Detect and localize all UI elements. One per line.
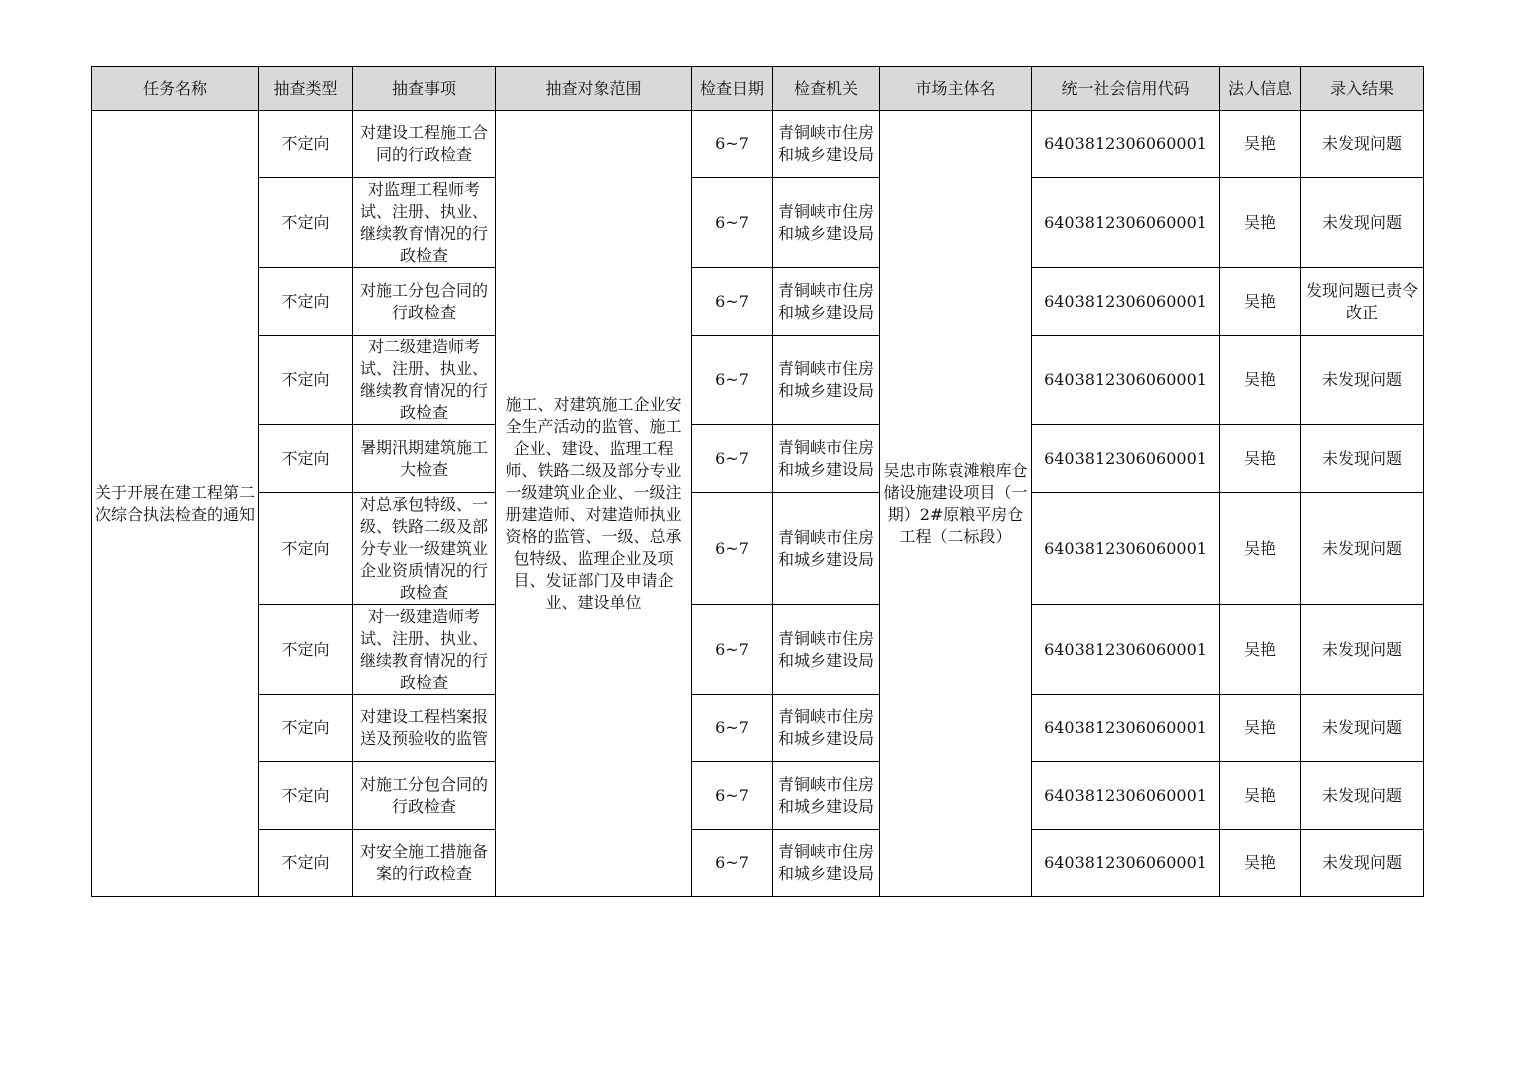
legal-person-cell: 吴艳: [1220, 268, 1301, 336]
item-cell: 对施工分包合同的行政检查: [353, 762, 496, 830]
legal-person-cell: 吴艳: [1220, 605, 1301, 695]
credit-code-cell: 6403812306060001: [1032, 336, 1220, 425]
type-cell: 不定向: [259, 762, 353, 830]
type-cell: 不定向: [259, 605, 353, 695]
inspection-table: [91, 66, 1424, 897]
result-cell: 未发现问题: [1301, 178, 1424, 268]
table-row: [92, 268, 1424, 336]
header-credit-code: 统一社会信用代码: [1032, 67, 1220, 111]
agency-cell: 青铜峡市住房和城乡建设局: [773, 695, 880, 762]
result-cell: 未发现问题: [1301, 493, 1424, 605]
legal-person-cell: 吴艳: [1220, 336, 1301, 425]
legal-person-cell: 吴艳: [1220, 178, 1301, 268]
header-inspection-item: 抽查事项: [353, 67, 496, 111]
type-cell: 不定向: [259, 178, 353, 268]
credit-code-cell: 6403812306060001: [1032, 830, 1220, 897]
result-cell: 未发现问题: [1301, 762, 1424, 830]
credit-code-cell: 6403812306060001: [1032, 268, 1220, 336]
item-cell: 对二级建造师考试、注册、执业、继续教育情况的行政检查: [353, 336, 496, 425]
table-row: [92, 493, 1424, 605]
result-cell: 未发现问题: [1301, 830, 1424, 897]
date-cell: 6~7: [692, 695, 773, 762]
header-row: [92, 67, 1424, 111]
header-legal-person: 法人信息: [1220, 67, 1301, 111]
agency-cell: 青铜峡市住房和城乡建设局: [773, 830, 880, 897]
date-cell: 6~7: [692, 605, 773, 695]
credit-code-cell: 6403812306060001: [1032, 111, 1220, 178]
table-row: [92, 762, 1424, 830]
agency-cell: 青铜峡市住房和城乡建设局: [773, 111, 880, 178]
table-row: [92, 178, 1424, 268]
date-cell: 6~7: [692, 268, 773, 336]
type-cell: 不定向: [259, 336, 353, 425]
type-cell: 不定向: [259, 268, 353, 336]
date-cell: 6~7: [692, 111, 773, 178]
date-cell: 6~7: [692, 762, 773, 830]
header-inspection-agency: 检查机关: [773, 67, 880, 111]
item-cell: 暑期汛期建筑施工大检查: [353, 425, 496, 493]
result-cell: 未发现问题: [1301, 336, 1424, 425]
result-cell: 未发现问题: [1301, 425, 1424, 493]
legal-person-cell: 吴艳: [1220, 762, 1301, 830]
table-row: [92, 695, 1424, 762]
legal-person-cell: 吴艳: [1220, 111, 1301, 178]
agency-cell: 青铜峡市住房和城乡建设局: [773, 336, 880, 425]
header-task-name: 任务名称: [92, 67, 259, 111]
agency-cell: 青铜峡市住房和城乡建设局: [773, 268, 880, 336]
header-inspection-date: 检查日期: [692, 67, 773, 111]
type-cell: 不定向: [259, 493, 353, 605]
result-cell: 未发现问题: [1301, 111, 1424, 178]
credit-code-cell: 6403812306060001: [1032, 493, 1220, 605]
scope-cell: 施工、对建筑施工企业安全生产活动的监管、施工企业、建设、监理工程师、铁路二级及部分专业一级建筑业企业、一级注册建造师、对建造师执业资格的监管、一级、总承包特级、监理企业及项目、发证部门及申请企业、建设单位: [496, 111, 692, 897]
legal-person-cell: 吴艳: [1220, 695, 1301, 762]
agency-cell: 青铜峡市住房和城乡建设局: [773, 425, 880, 493]
type-cell: 不定向: [259, 111, 353, 178]
date-cell: 6~7: [692, 425, 773, 493]
credit-code-cell: 6403812306060001: [1032, 605, 1220, 695]
item-cell: 对一级建造师考试、注册、执业、继续教育情况的行政检查: [353, 605, 496, 695]
table-row: [92, 425, 1424, 493]
item-cell: 对总承包特级、一级、铁路二级及部分专业一级建筑业企业资质情况的行政检查: [353, 493, 496, 605]
date-cell: 6~7: [692, 178, 773, 268]
item-cell: 对监理工程师考试、注册、执业、继续教育情况的行政检查: [353, 178, 496, 268]
type-cell: 不定向: [259, 425, 353, 493]
table-row: [92, 336, 1424, 425]
item-cell: 对施工分包合同的行政检查: [353, 268, 496, 336]
legal-person-cell: 吴艳: [1220, 830, 1301, 897]
result-cell: 未发现问题: [1301, 695, 1424, 762]
agency-cell: 青铜峡市住房和城乡建设局: [773, 762, 880, 830]
credit-code-cell: 6403812306060001: [1032, 425, 1220, 493]
legal-person-cell: 吴艳: [1220, 425, 1301, 493]
market-entity-cell: 吴忠市陈袁滩粮库仓储设施建设项目（一期）2#原粮平房仓工程（二标段）: [880, 111, 1032, 897]
item-cell: 对安全施工措施备案的行政检查: [353, 830, 496, 897]
table-row: [92, 830, 1424, 897]
result-cell: 未发现问题: [1301, 605, 1424, 695]
table-row: [92, 111, 1424, 178]
date-cell: 6~7: [692, 336, 773, 425]
header-market-entity: 市场主体名: [880, 67, 1032, 111]
type-cell: 不定向: [259, 695, 353, 762]
legal-person-cell: 吴艳: [1220, 493, 1301, 605]
credit-code-cell: 6403812306060001: [1032, 178, 1220, 268]
item-cell: 对建设工程档案报送及预验收的监管: [353, 695, 496, 762]
date-cell: 6~7: [692, 830, 773, 897]
header-target-scope: 抽查对象范围: [496, 67, 692, 111]
item-cell: 对建设工程施工合同的行政检查: [353, 111, 496, 178]
header-result: 录入结果: [1301, 67, 1424, 111]
task-name-cell: 关于开展在建工程第二次综合执法检查的通知: [92, 111, 259, 897]
credit-code-cell: 6403812306060001: [1032, 695, 1220, 762]
agency-cell: 青铜峡市住房和城乡建设局: [773, 493, 880, 605]
agency-cell: 青铜峡市住房和城乡建设局: [773, 178, 880, 268]
agency-cell: 青铜峡市住房和城乡建设局: [773, 605, 880, 695]
credit-code-cell: 6403812306060001: [1032, 762, 1220, 830]
type-cell: 不定向: [259, 830, 353, 897]
date-cell: 6~7: [692, 493, 773, 605]
header-inspection-type: 抽查类型: [259, 67, 353, 111]
result-cell: 发现问题已责令改正: [1301, 268, 1424, 336]
table-row: [92, 605, 1424, 695]
